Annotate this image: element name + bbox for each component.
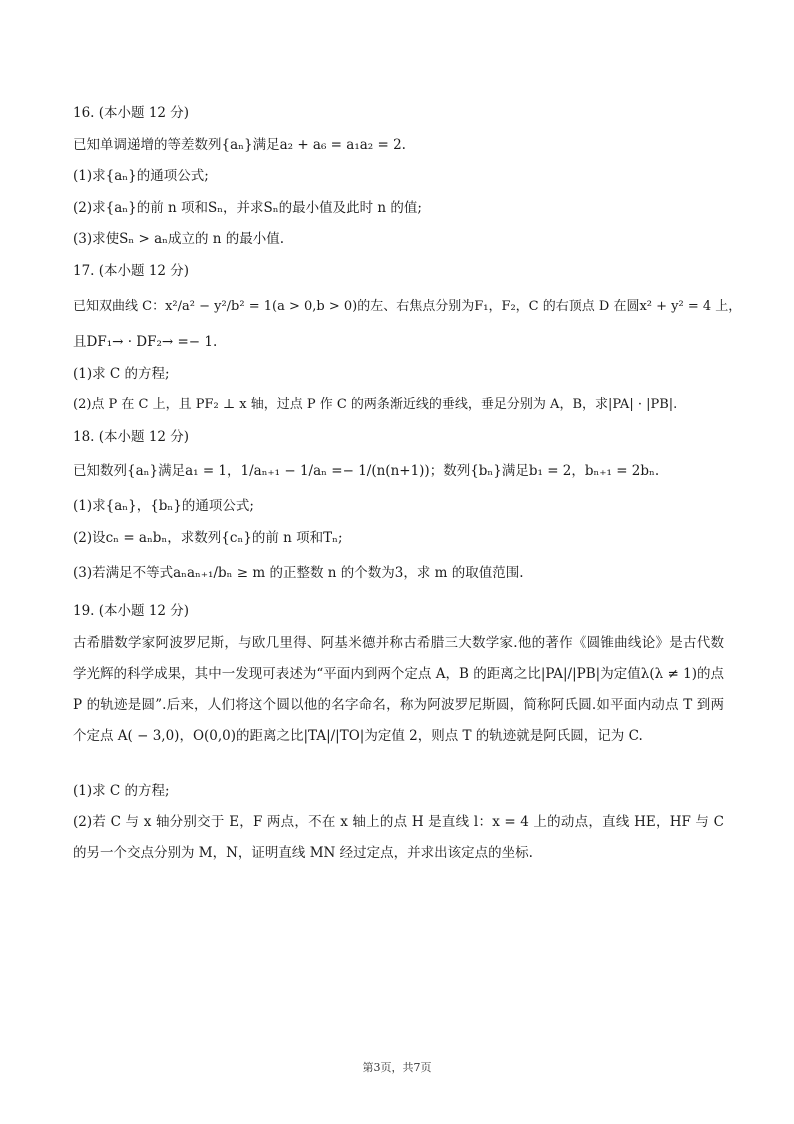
- q18-part-3: (3)若满足不等式aₙaₙ₊₁/bₙ ≥ m 的正整数 n 的个数为3，求 m 的取值范围.: [73, 565, 524, 581]
- q19-part-2: (2)若 C 与 x 轴分别交于 E，F 两点，不在 x 轴上的点 H 是直线 l：x = 4 上的动点，直线 HE，HF 与 C 的另一个交点分别为 M，N，证明直线 MN 经过定点，并求出该定点的坐标.: [73, 814, 724, 861]
- q19-part-1: (1)求 C 的方程;: [73, 783, 170, 799]
- q17-stem: 已知双曲线 C：x²/a² − y²/b² = 1(a > 0,b > 0)的左、右焦点分别为F₁，F₂，C 的右顶点 D 在圆x² + y² = 4 上，: [73, 299, 742, 314]
- q17-heading: 17. (本小题 12 分): [73, 263, 190, 279]
- q16-part-1: (1)求{aₙ}的通项公式;: [73, 168, 209, 184]
- q18-stem: 已知数列{aₙ}满足a₁ = 1，1/aₙ₊₁ − 1/aₙ =− 1/(n(n+1))；数列{bₙ}满足b₁ = 2，bₙ₊₁ = 2bₙ.: [73, 463, 660, 479]
- q18-heading: 18. (本小题 12 分): [73, 429, 190, 445]
- page-number: 第3页，共7页: [362, 1061, 432, 1074]
- q19-heading: 19. (本小题 12 分): [73, 603, 190, 619]
- q16-stem: 已知单调递增的等差数列{aₙ}满足a₂ + a₆ = a₁a₂ = 2.: [73, 137, 406, 153]
- q16-heading: 16. (本小题 12 分): [73, 105, 190, 121]
- q18-part-1: (1)求{aₙ}，{bₙ}的通项公式;: [73, 498, 254, 514]
- q17-stem-condition: 且DF₁→ · DF₂→ =− 1.: [73, 334, 218, 350]
- q18-part-2: (2)设cₙ = aₙbₙ，求数列{cₙ}的前 n 项和Tₙ;: [73, 530, 343, 546]
- q16-part-2: (2)求{aₙ}的前 n 项和Sₙ，并求Sₙ的最小值及此时 n 的值;: [73, 200, 422, 216]
- q17-part-1: (1)求 C 的方程;: [73, 366, 170, 382]
- q17-part-2: (2)点 P 在 C 上，且 PF₂ ⊥ x 轴，过点 P 作 C 的两条渐近线的垂线，垂足分别为 A，B，求|PA| · |PB|.: [73, 397, 678, 412]
- q16-part-3: (3)求使Sₙ > aₙ成立的 n 的最小值.: [73, 231, 285, 247]
- q19-stem: 古希腊数学家阿波罗尼斯，与欧几里得、阿基米德并称古希腊三大数学家.他的著作《圆锥曲线论》是古代数学光辉的科学成果，其中一发现可表述为“平面内到两个定点 A，B 的距离之比|PA|/|PB|为定值λ(λ ≠ 1)的点 P 的轨迹是圆”.后来，人们将这个圆以他的名字命名，称为阿波罗尼斯圆，简称阿氏圆.如平面内动点 T 到两个定点 A( − 3,0)，O(0,0)的距离之比|TA|/|TO|为定值 2，则点 T 的轨迹就是阿氏圆，记为 C.: [73, 635, 724, 744]
